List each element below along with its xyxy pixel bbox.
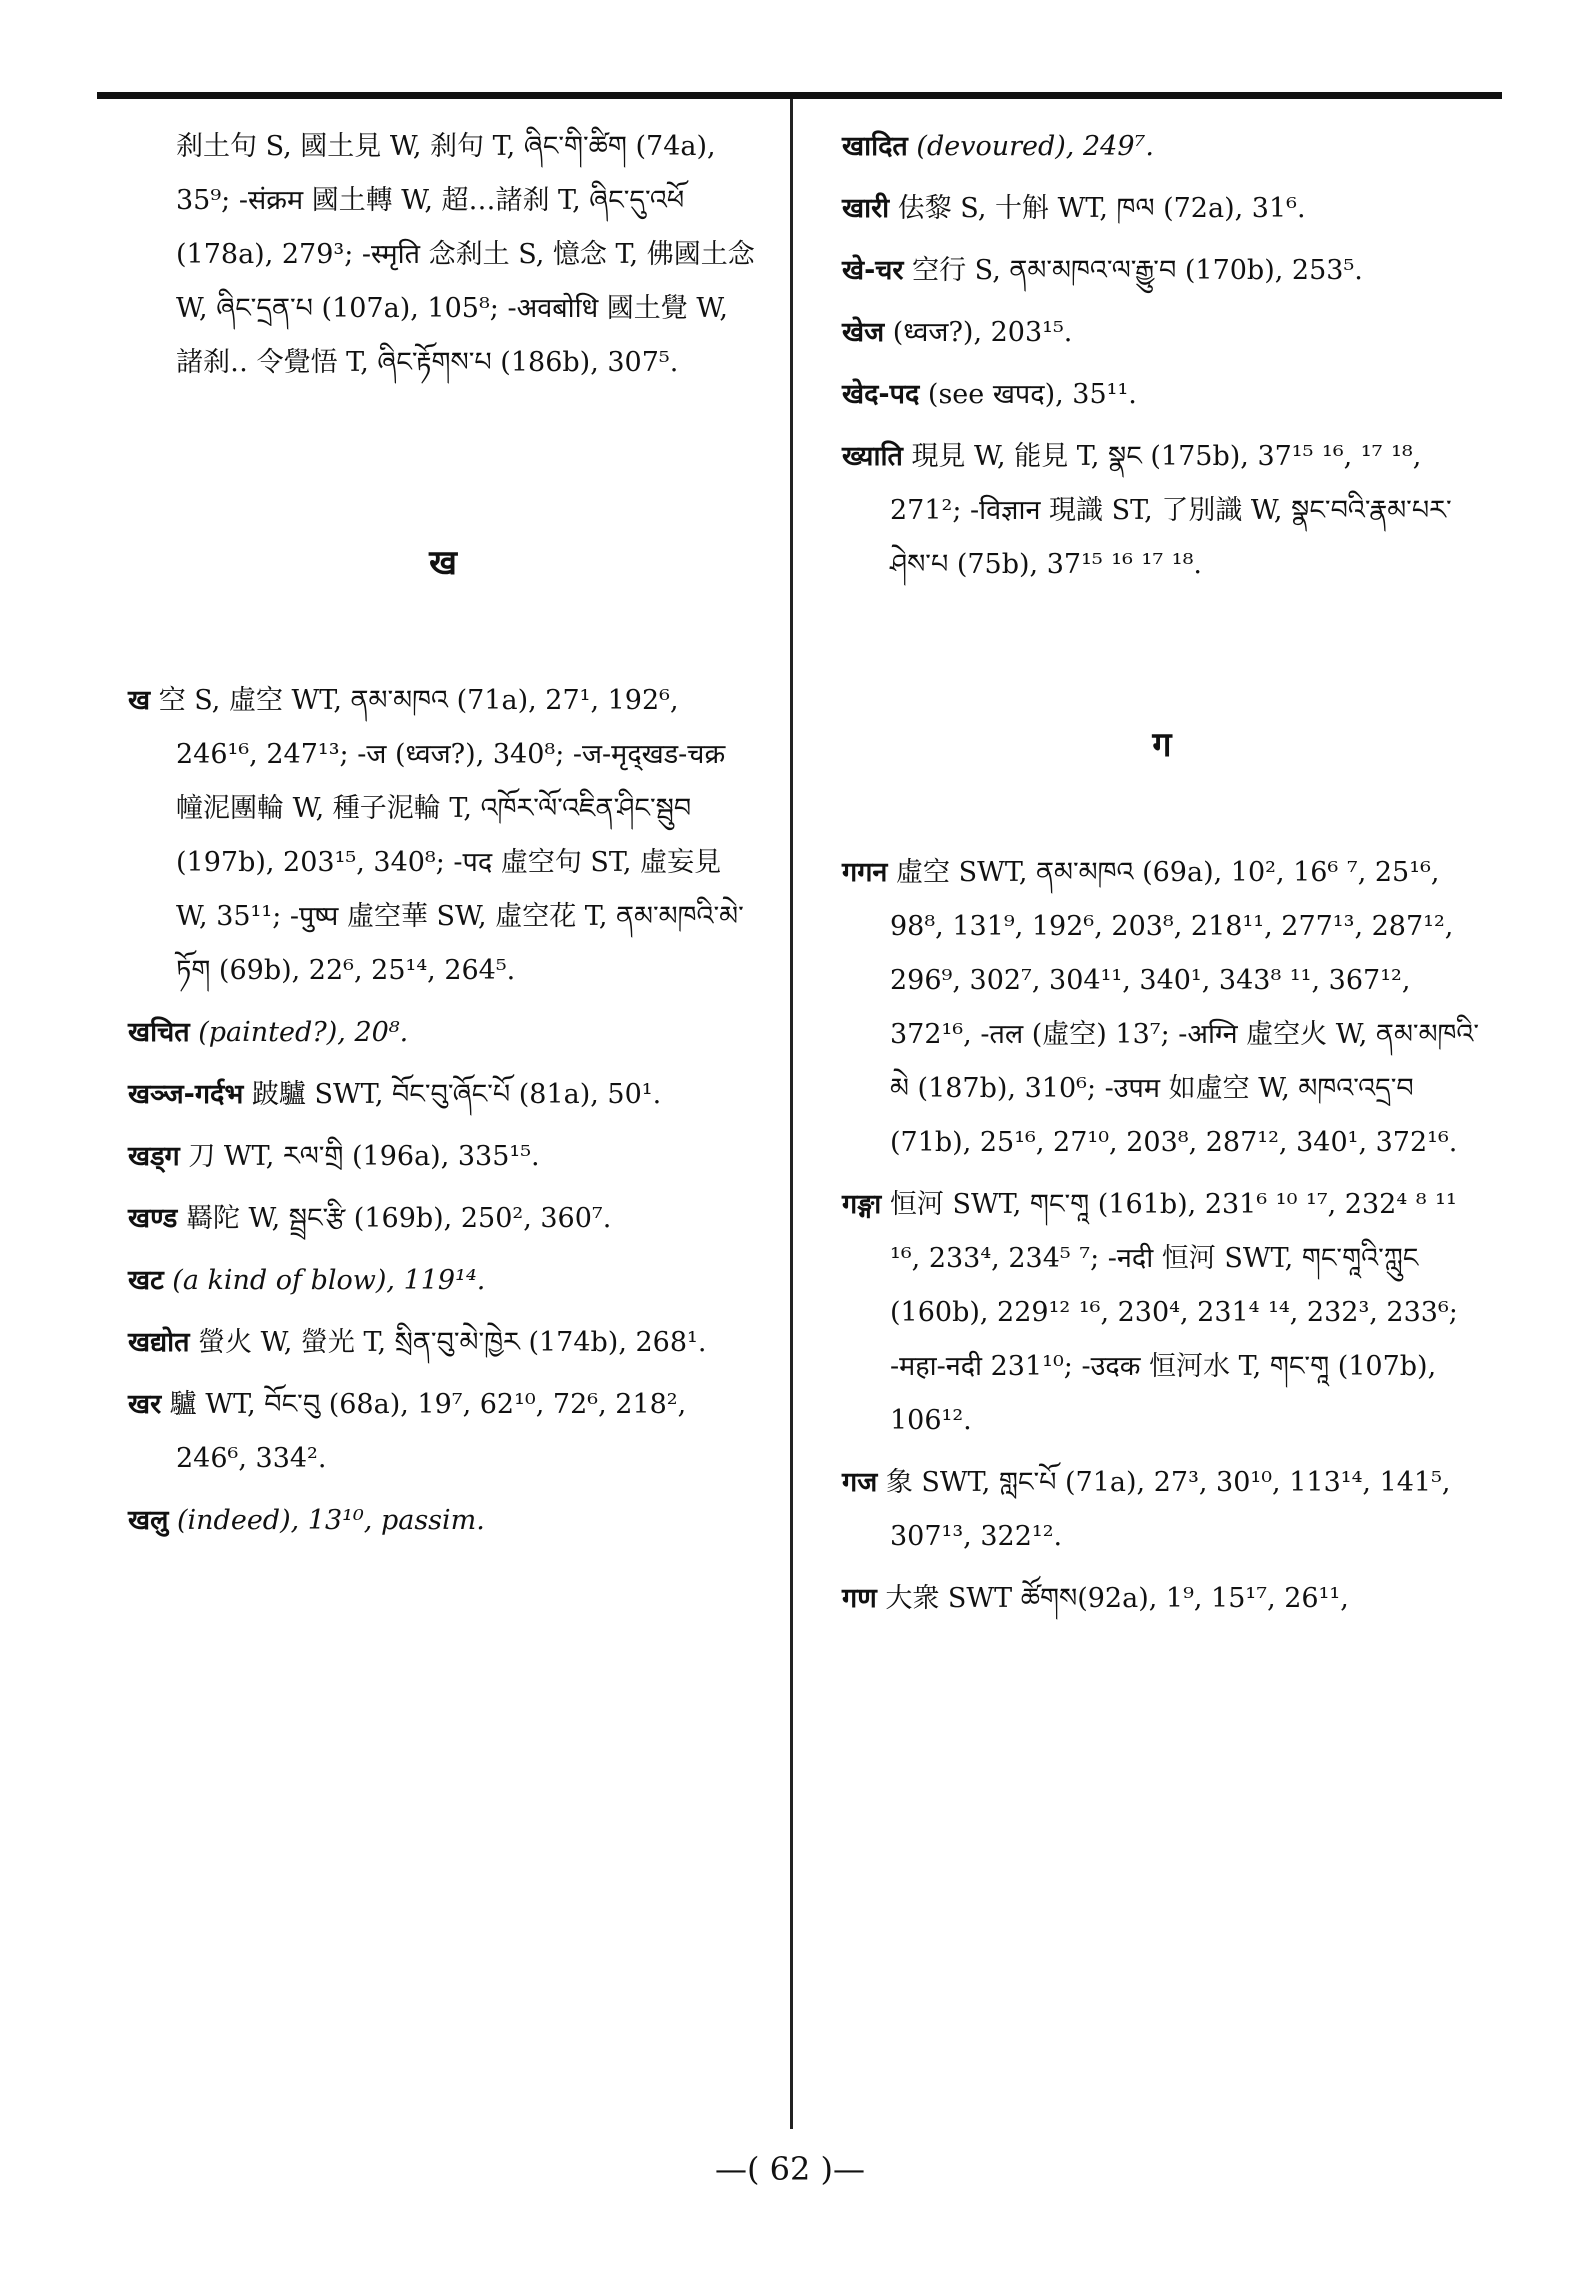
definition: 現見 W, 能見 T, སྣང (175b), 37¹⁵ ¹⁶, ¹⁷ ¹⁸, 271²; -विज्ञान 現識 ST, 了別識 W, སྣང་བའི་རྣམ་པར་ཤེས་པ (75b), 37¹⁵ ¹⁶ ¹⁷ ¹⁸. — [890, 441, 1452, 580]
headword: खद्योत — [128, 1327, 190, 1358]
definition: 恒河 SWT, གང་གཱ (161b), 231⁶ ¹⁰ ¹⁷, 232⁴ ⁸ ¹¹ ¹⁶, 233⁴, 234⁵ ⁷; -नदी 恒河 SWT, གང་གཱའི་ཀླུང (160b), 229¹² ¹⁶, 230⁴, 231⁴ ¹⁴, 232³, 233⁶; -महा-नदी 231¹⁰; -उदक 恒河水 T, གང་གཱ (107b), 106¹². — [889, 1189, 1458, 1436]
definition: 佉黎 S, 十斛 WT, ཁལ (72a), 31⁶. — [897, 193, 1306, 224]
dictionary-entry — [128, 1254, 758, 1308]
section-letter-kha: ख — [429, 543, 457, 583]
dictionary-entry — [128, 674, 758, 998]
dictionary-entry — [842, 846, 1482, 1170]
headword: खारी — [842, 193, 890, 224]
definition: 虛空 SWT, ནམ་མཁའ (69a), 10², 16⁶ ⁷, 25¹⁶, 98⁸, 131⁹, 192⁶, 203⁸, 218¹¹, 277¹³, 287¹², 296⁹, 302⁷, 304¹¹, 340¹, 343⁸ ¹¹, 367¹², 372¹⁶, -तल (虛空) 13⁷; -अग्नि 虛空火 W, ནམ་མཁའི་མེ (187b), 310⁶; -उपम 如虛空 W, མཁའ་འདྲ་བ (71b), 25¹⁶, 27¹⁰, 203⁸, 287¹², 340¹, 372¹⁶. — [890, 857, 1480, 1158]
dictionary-entry — [842, 430, 1482, 592]
definition: (indeed), 13¹⁰, passim. — [177, 1505, 485, 1536]
dictionary-entry — [842, 306, 1482, 360]
definition: 象 SWT, གླང་པོ (71a), 27³, 30¹⁰, 113¹⁴, 141⁵, 307¹³, 322¹². — [885, 1467, 1451, 1552]
headword: खण्ड — [128, 1203, 178, 1234]
headword: खलु — [128, 1505, 169, 1536]
headword: गज — [842, 1467, 878, 1498]
definition: 空 S, 虛空 WT, ནམ་མཁའ (71a), 27¹, 192⁶, 246¹⁶, 247¹³; -ज (ध्वज?), 340⁸; -ज-मृद्खड-चक्र 幢泥團輪 W, 種子泥輪 T, འཁོར་ལོ་འཇིན་ཤིང་སྦུབ (197b), 203¹⁵, 340⁸; -पद 虛空句 ST, 虛妄見 W, 35¹¹; -पुष्प 虛空華 SW, 虛空花 T, ནམ་མཁའི་མེ་ཏོག (69b), 22⁶, 25¹⁴, 264⁵. — [158, 685, 744, 986]
definition: (devoured), 249⁷. — [916, 131, 1154, 162]
headword: गङ्गा — [842, 1189, 882, 1220]
headword: खचित — [128, 1017, 190, 1048]
headword: खड्ग — [128, 1141, 180, 1172]
dictionary-entry — [842, 368, 1482, 422]
definition: 大衆 SWT ཚོགས(92a), 1⁹, 15¹⁷, 26¹¹, — [885, 1583, 1349, 1614]
dictionary-entry — [842, 244, 1482, 298]
continued-entry: 刹土句 S, 國土見 W, 刹句 T, ཞིང་གི་ཚིག (74a), 35⁹; -संक्रम 國土轉 W, 超…諸刹 T, ཞིང་དུ་འཕོ (178a), 279³; -स्मृति 念刹土 S, 憶念 T, 佛國土念 W, ཞིང་དྲན་པ (107a), 105⁸; -अवबोधि 國土覺 W, 諸刹‥ 令覺悟 T, ཞིང་རྟོགས་པ (186b), 307⁵. — [176, 131, 755, 378]
definition: 刀 WT, རལ་གྲི (196a), 335¹⁵. — [188, 1141, 540, 1172]
left-column — [128, 120, 758, 1556]
definition: (ध्वज?), 203¹⁵. — [892, 317, 1073, 348]
headword: गगन — [842, 857, 888, 888]
dictionary-entry — [128, 1192, 758, 1246]
definition: 羇陀 W, སྦྲང་རྩི (169b), 250², 360⁷. — [185, 1203, 612, 1234]
page-number: —( 62 )— — [714, 2150, 866, 2188]
top-rule — [97, 92, 1502, 99]
definition: 驢 WT, བོང་བུ (68a), 19⁷, 62¹⁰, 72⁶, 218², 246⁶, 334². — [169, 1389, 687, 1474]
dictionary-entry — [128, 1130, 758, 1184]
definition: 空行 S, ནམ་མཁའ་ལ་རྒྱུ་བ (170b), 253⁵. — [912, 255, 1363, 286]
dictionary-entry — [128, 1316, 758, 1370]
definition: (a kind of blow), 119¹⁴. — [172, 1265, 486, 1296]
column-divider — [790, 99, 793, 2129]
dictionary-entry — [842, 182, 1482, 236]
headword: गण — [842, 1583, 877, 1614]
definition: 螢火 W, 螢光 T, སྲིན་བུ་མེ་ཁྱེར (174b), 268¹. — [198, 1327, 707, 1358]
dictionary-entry — [128, 1494, 758, 1548]
headword: खे-चर — [842, 255, 904, 286]
dictionary-entry — [128, 1378, 758, 1486]
headword: खेद-पद — [842, 379, 920, 410]
headword: खर — [128, 1389, 162, 1420]
section-letter-ga: ग — [1152, 725, 1172, 765]
headword: खादित — [842, 131, 908, 162]
definition: 跛驢 SWT, བོང་བུ་ཞོང་པོ (81a), 50¹. — [251, 1079, 662, 1110]
headword: खट — [128, 1265, 164, 1296]
headword: ख्याति — [842, 441, 903, 472]
headword: खञ्ज-गर्दभ — [128, 1079, 244, 1110]
headword: ख — [128, 685, 151, 716]
headword: खेज — [842, 317, 885, 348]
dictionary-entry — [842, 1572, 1482, 1626]
dictionary-entry — [842, 1178, 1482, 1448]
definition: (see खपद), 35¹¹. — [927, 379, 1137, 410]
dictionary-entry — [128, 1068, 758, 1122]
dictionary-entry — [842, 1456, 1482, 1564]
dictionary-entry — [128, 1006, 758, 1060]
dictionary-entry — [842, 120, 1482, 174]
right-column — [842, 120, 1482, 1634]
definition: (painted?), 20⁸. — [198, 1017, 409, 1048]
